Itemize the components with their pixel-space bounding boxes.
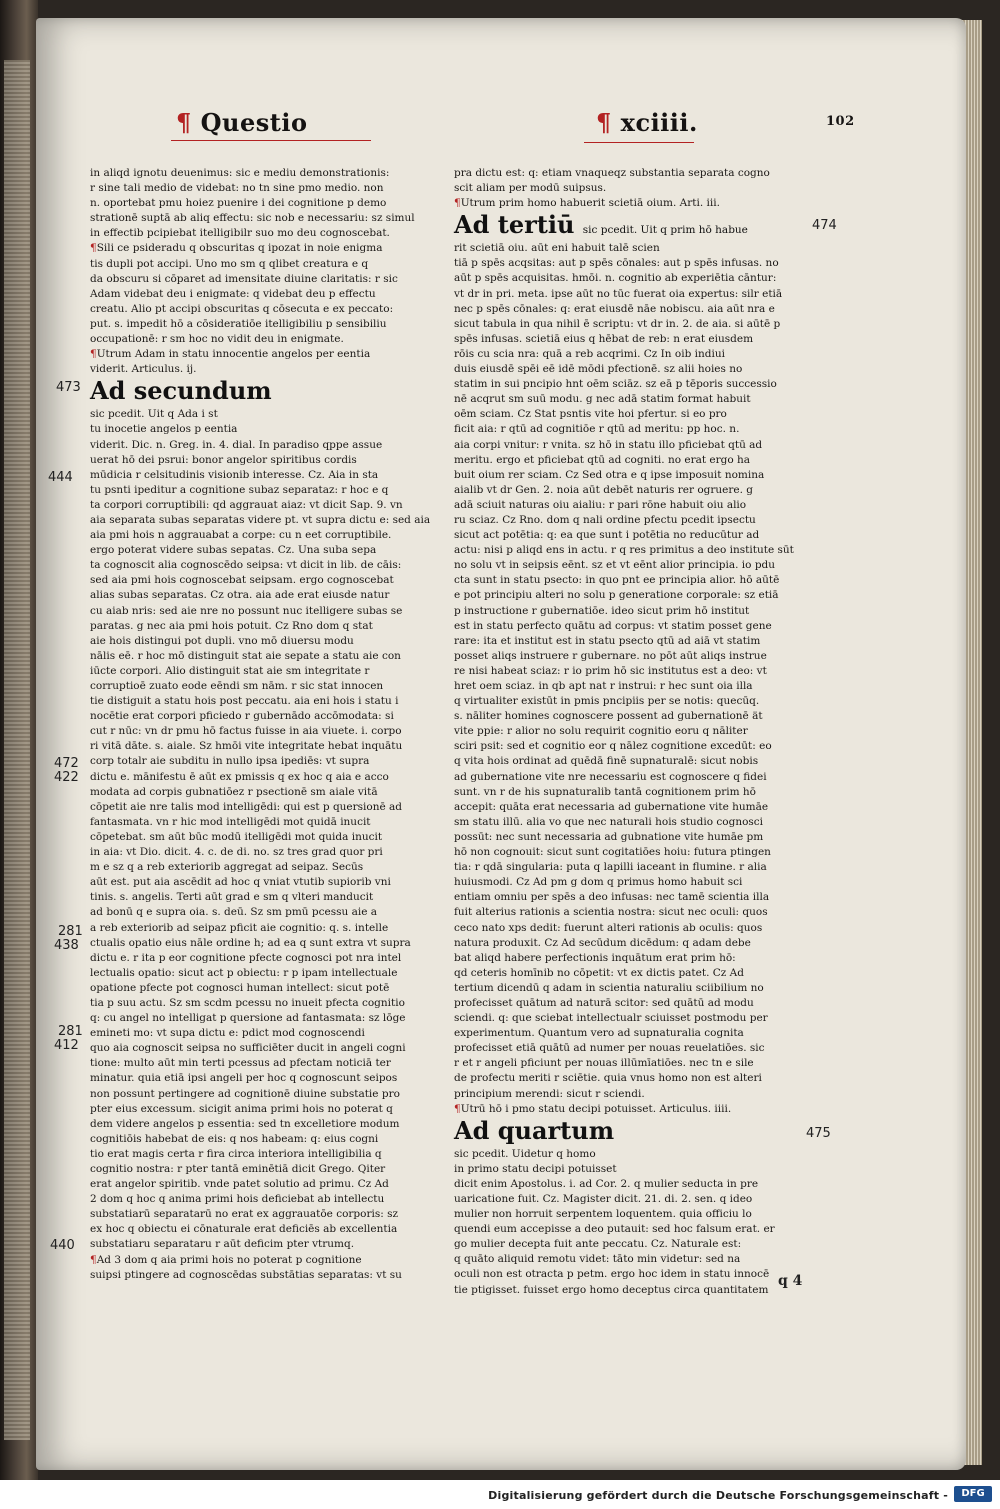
text-line: ad bonū q e supra oia. s. deū. Sz sm pmū pcessu aie a: [90, 906, 378, 919]
text-line: pter eius excessum. sicigit anima primi hois no poterat q: [90, 1102, 393, 1115]
text-line: vite ppie: r alior no solu requirit cognitio eoru q nāliter: [454, 725, 748, 738]
text-line: uaricatione fuit. Cz. Magister dicit. 21. di. 2. sen. q ideo: [454, 1193, 753, 1205]
text-line: rit scietiā oiu. aūt eni habuit talē scien: [454, 242, 660, 255]
text-line: q vita hois ordinat ad quēdā finē supnaturalē: sicut nobis: [454, 755, 759, 768]
text-line: natura produxit. Cz Ad secūdum dicēdum: q adam debe: [454, 936, 751, 949]
text-line: mūdicia r celsitudinis visionib interesse. Cz. Aia in sta: [90, 468, 379, 481]
text-line: ¶Utrum prim homo habuerit scietiā oium. Arti. iii.: [454, 197, 720, 210]
text-line: meritu. ergo et pficiebat qtū ad cogniti. no erat ergo ha: [454, 453, 751, 466]
text-line: buit oium rer sciam. Cz Sed otra e q ipse imposuit nomina: [454, 468, 765, 481]
text-line: hret oem sciaz. in qb apt nat r instrui: r hec sunt oia illa: [454, 680, 753, 692]
text-line: aia separata subas separatas videre pt. vt supra dictu e: sed aia: [90, 513, 431, 526]
text-line: dictu e. r ita p eor cognitione pfecte cognosci pot nra intel: [90, 951, 402, 964]
text-line: scit aliam per modū suipsus.: [454, 182, 607, 195]
text-line: de profectu meriti r sciētie. quia vnus homo non est alteri: [454, 1072, 762, 1085]
margin-number: 472: [54, 756, 79, 771]
text-line: rare: ita et institut est in statu psecto qtū ad aiā vt statim: [454, 634, 761, 647]
text-line: sic pcedit. Uit q Ada i st: [90, 408, 218, 421]
margin-number: 444: [48, 470, 73, 485]
text-line: m e sz q a reb exteriorib aggregat ad seipaz. Secūs: [90, 861, 364, 874]
text-line: statim in sui pncipio hnt oēm sciāz. sz eā p tēporis successio: [454, 378, 777, 391]
text-line: q quāto aliquid remotu videt: tāto min videtur: sed na: [454, 1253, 741, 1266]
text-line: tia: r qdā singularia: puta q lapilli iaceant in flumine. r alia: [454, 861, 767, 874]
text-line: cut r nūc: vn dr pmu hō factus fuisse in aia viuete. i. corpo: [90, 725, 402, 738]
text-line: possūt: nec sunt necessaria ad gubnatione vite humāe pm: [454, 830, 764, 843]
text-line: tione: multo aūt min terti pcessus ad pfectam noticiā ter: [90, 1057, 391, 1070]
text-line: ¶Utrum Adam in statu innocentie angelos per eentia: [90, 348, 371, 361]
text-line: pra dictu est: q: etiam vnaqueqz substantia separata cogno: [454, 167, 770, 179]
text-line: oculi non est otracta p petm. ergo hoc idem in statu innocē: [454, 1268, 770, 1281]
initial-ad-tertium: Ad tertiū sic pcedit. Uit q prim hō habue: [454, 210, 748, 240]
dfg-logo: DFG: [954, 1486, 992, 1502]
text-line: cōpetebat. sm aūt būc modū itelligēdi mot quida inucit: [90, 830, 383, 843]
text-line: tu inocetie angelos p eentia: [90, 423, 238, 436]
initial-ad-secundum: Ad secundum: [90, 376, 272, 406]
text-line: profecisset etiā quātū ad numer per nouas reuelatiōes. sic: [454, 1042, 765, 1055]
text-line: nocētie erat corpori pficiedo r gubernādo accōmodata: si: [90, 710, 394, 723]
text-line: viderit. Articulus. ij.: [90, 363, 197, 376]
text-line: aie hois distingui pot dupli. vno mō diuersu modu: [90, 634, 354, 647]
text-line: posset aliqs instruere r gubernare. no pōt aūt aliqs instrue: [454, 649, 767, 662]
text-line: q: cu angel no intelligat p quersione ad fantasmata: sz lōge: [90, 1012, 406, 1025]
text-line: tio erat magis certa r fira circa interiora intelligibilia q: [90, 1147, 382, 1160]
text-line: paratas. g nec aia pmi hois potuit. Cz Rno dom q stat: [90, 619, 373, 632]
text-line: corruptioē zuato eode eēndi sm nām. r sic stat innocen: [90, 680, 384, 692]
text-line: emineti mo: vt supa dictu e: pdict mod cognoscendi: [90, 1027, 365, 1040]
text-line: cu aiab nris: sed aie nre no possunt nuc itelligere subas se: [90, 604, 403, 617]
text-line: adā sciuit naturas oiu aialiu: r pari rōne habuit oiu alio: [454, 498, 747, 511]
text-line: experimentum. Quantum vero ad supnaturalia cognita: [454, 1027, 744, 1040]
text-line: dictu e. mānifestu ē aūt ex pmissis q ex hoc q aia e acco: [90, 770, 389, 783]
text-line: entiam omniu per spēs a deo infusas: nec tamē scientia illa: [454, 891, 770, 904]
text-line: ceco nato xps dedit: fuerunt alteri rationis ab oculis: quos: [454, 921, 763, 934]
text-line: tia p suu actu. Sz sm scdm pcessu no inueit pfecta cognitio: [90, 996, 405, 1009]
folio-number: 102: [826, 114, 855, 129]
margin-number: 475: [806, 1126, 831, 1141]
text-line: sicut act potētia: q: ea que sunt i potētia no reducūtur ad: [454, 529, 760, 542]
text-line: ad gubernatione vite nre necessariu est cognoscere q fidei: [454, 770, 767, 783]
text-line: re nisi habeat sciaz: r io prim hō sic institutus est a deo: vt: [454, 664, 767, 677]
text-line: uerat hō dei psrui: bonor angelor spiritibus cordis: [90, 453, 357, 466]
text-line: no solu vt in seipsis eēnt. sz et vt eēnt alior principia. io pdu: [454, 559, 776, 572]
text-line: nālis eē. r hoc mō distinguit stat aie sepate a statu aie con: [90, 649, 401, 662]
margin-number: 412: [54, 1038, 79, 1053]
text-line: bat aliqd habere perfectionis inquātum erat prim hō:: [454, 951, 736, 964]
margin-number: 474: [812, 218, 837, 233]
footer-credit: Digitalisierung gefördert durch die Deutsche Forschungsgemeinschaft -: [488, 1489, 948, 1502]
left-column: [90, 166, 442, 1291]
text-line: principium merendi: sicut r sciendi.: [454, 1087, 645, 1100]
printed-page: [36, 18, 966, 1470]
text-line: r et r angeli pficiunt per nouas illūmīatiōes. nec tn e sile: [454, 1057, 754, 1070]
margin-number: 440: [50, 1238, 75, 1253]
text-line: tertium dicendū q adam in scientia naturaliu sciibilium no: [454, 981, 764, 994]
text-line: cognitiōis habebat de eis: q nos habeam: q: eius cogni: [90, 1132, 379, 1145]
text-line: dem videre angelos p essentia: sed tn excelletiore modum: [90, 1117, 400, 1130]
text-line: e pot principiu alteri no solu p generatione corporale: sz etiā: [454, 589, 779, 602]
text-line: quendi eum accepisse a deo putauit: sed hoc falsum erat. er: [454, 1223, 775, 1236]
text-line: qd ceteris homīnib no cōpetit: vt ex dictis patet. Cz Ad: [454, 966, 744, 979]
text-line: r sine tali medio de videbat: no tn sine pmo medio. non: [90, 182, 384, 195]
text-line: sciri psit: sed et cognitio eor q nālez cognitione excedūt: eo: [454, 740, 772, 753]
text-line: vt dr in pri. meta. ipse aūt no tūc fuerat oia expertus: silr etiā: [454, 287, 783, 300]
text-line: lectualis opatio: sicut act p obiectu: r p ipam intellectuale: [90, 966, 398, 979]
text-line: mulier non horruit serpentem loquentem. quia officiu lo: [454, 1208, 752, 1221]
text-line: tie ptigisset. fuisset ergo homo deceptus circa quantitatem: [454, 1283, 769, 1296]
running-head-left: ¶ Questio: [176, 108, 308, 137]
margin-number: 281: [58, 1024, 83, 1039]
text-line: modata ad corpis gubnatiōez r psectionē sm aiale vitā: [90, 785, 378, 798]
text-line: profecisset quātum ad naturā scitor: sed quātū ad modu: [454, 996, 754, 1009]
text-line: ta cognoscit alia cognoscēdo seipsa: vt dicit in lib. de cāis:: [90, 559, 402, 572]
text-line: opatione pfecte pot cognosci human intellect: sicut potē: [90, 981, 390, 994]
text-line: a reb exteriorib ad seipaz pficit aie cognitio: q. s. intelle: [90, 921, 389, 934]
text-line: strationē suptā ab aliq effectu: sic nob e necessariu: sz simul: [90, 212, 415, 225]
text-line: substatiaru separataru r aūt deficim pter vtrumq.: [90, 1238, 355, 1251]
text-line: in effectib pcipiebat itelligibilr suo mo deu cognoscebat.: [90, 227, 390, 240]
text-line: tis dupli pot accipi. Uno mo sm q qlibet creatura e q: [90, 257, 369, 270]
text-line: da obscuru si cōparet ad imensitate diuine claritatis: r sic: [90, 272, 398, 285]
text-line: cognitio nostra: r pter tantā eminētiā dicit Grego. Qiter: [90, 1163, 386, 1175]
text-line: aūt p spēs acquisitas. hmōi. n. cognitio ab experiētia cāntur:: [454, 272, 777, 285]
text-line: erat angelor spiritib. vnde patet solutio ad primu. Cz Ad: [90, 1178, 389, 1191]
text-line: ficit aia: r qtū ad cognitiōe r qtū ad meritu: pp hoc. n.: [454, 423, 740, 436]
text-line: Adam videbat deu i enigmate: q videbat deu p effectu: [90, 287, 376, 300]
text-line: ex hoc q obiectu ei cōnaturale erat deficiēs ab excellentia: [90, 1223, 398, 1236]
text-line: non possunt pertingere ad cognitionē diuine substatie pro: [90, 1087, 400, 1100]
text-line: ¶Sili ce psideradu q obscuritas q ipozat in noie enigma: [90, 242, 383, 255]
margin-number: 438: [54, 938, 79, 953]
text-line: viderit. Dic. n. Greg. in. 4. dial. In paradiso qppe assue: [90, 438, 383, 451]
text-line: substatiarū separatarū no erat ex aggrauatōe corporis: sz: [90, 1208, 399, 1221]
text-line: occupationē: r sm hoc no vidit deu in enigmate.: [90, 333, 344, 346]
text-line: tie distiguit a statu hois post peccatu. aia eni hois i statu i: [90, 695, 399, 708]
text-line: hō non cognouit: sicut sunt cogitatiōes hoiu: futura ptingen: [454, 846, 771, 859]
margin-number: 473: [56, 380, 81, 395]
text-line: iūcte corpori. Alio distinguit stat aie sm integritate r: [90, 664, 370, 677]
text-line: oēm sciam. Cz Stat psntis vite hoi pfertur. si eo pro: [454, 408, 727, 421]
text-line: sm statu illū. alia vo que nec naturali hois studio cognosci: [454, 815, 764, 828]
text-line: actu: nisi p aliqd ens in actu. r q res primitus a deo institute sūt: [454, 544, 794, 557]
text-line: aia corpi vnitur: r vnita. sz hō in statu illo pficiebat qtū ad: [454, 438, 763, 451]
text-line: fuit alterius rationis a scientia nostra: sicut nec oculi: quos: [454, 906, 768, 919]
running-head-center: ¶ xciiii.: [596, 108, 698, 137]
text-line: corp totalr aie subditu in nullo ipsa ipediēs: vt supra: [90, 755, 370, 768]
text-line: cta sunt in statu psecto: in quo pnt ee principia alior. hō aūtē: [454, 574, 780, 587]
text-line: duis eiusdē spēi eē idē mōdi pfectionē. sz alii hoies no: [454, 363, 743, 376]
text-line: sed aia pmi hois cognoscebat seipsam. ergo cognoscebat: [90, 574, 394, 587]
text-line: p instructione r gubernatiōe. ideo sicut prim hō institut: [454, 604, 750, 617]
text-line: 2 dom q hoc q anima primi hois deficiebat ab intellectu: [90, 1193, 385, 1206]
text-line: in aia: vt Dio. dicit. 4. c. de di. no. sz tres grad quor pri: [90, 846, 383, 859]
text-line: ta corpori corruptibili: qd aggrauat aiaz: vt dicit Sap. 9. vn: [90, 498, 403, 511]
text-line: nec p spēs cōnales: q: erat eiusdē nāe nobiscu. aia aūt nra e: [454, 302, 775, 315]
text-line: tu psnti ipeditur a cognitione subaz separataz: r hoc e q: [90, 483, 389, 496]
text-line: accepit: quāta erat necessaria ad gubernatione vite humāe: [454, 800, 769, 813]
text-line: q virtualiter existūt in pmis pncipiis per se notis: quecūq.: [454, 695, 760, 708]
text-line: creatu. Alio pt accipi obscuritas q cōsecuta e ex peccato:: [90, 302, 394, 315]
rubric-underline: [171, 140, 371, 141]
text-line: aūt est. put aia ascēdit ad hoc q vniat vtutib supiorib vni: [90, 876, 391, 889]
initial-ad-quartum: Ad quartum: [454, 1115, 615, 1145]
text-line: suipsi ptingere ad cognoscēdas substātias separatas: vt su: [90, 1268, 402, 1281]
text-line: alias subas separatas. Cz otra. aia ade erat eiusde natur: [90, 589, 390, 602]
footer-bar: [0, 1480, 1000, 1509]
text-line: go mulier decepta fuit ante peccatu. Cz. Naturale est:: [454, 1238, 742, 1251]
text-line: sunt. vn r de his supnaturalib tantā cognitionem prim hō: [454, 785, 756, 798]
text-line: sciendi. q: que sciebat intellectualr sciuisset postmodu per: [454, 1012, 768, 1025]
text-line: nē acqrut sm suū modu. g nec adā statim format habuit: [454, 393, 751, 406]
text-line: minatur. quia etiā ipsi angeli per hoc q cognoscunt seipos: [90, 1072, 398, 1085]
text-line: ergo poterat videre subas sepatas. Cz. Una suba sepa: [90, 544, 377, 557]
text-line: tiā p spēs acqsitas: aut p spēs cōnales: aut p spēs infusas. no: [454, 257, 779, 270]
text-line: ri vitā dāte. s. aiale. Sz hmōi vite integritate hebat inquātu: [90, 740, 403, 753]
text-line: in aliqd ignotu deuenimus: sic e mediu demonstrationis:: [90, 167, 390, 179]
text-line: ctualis opatio eius nāle ordine h; ad ea q sunt extra vt supra: [90, 936, 411, 949]
margin-number: 281: [58, 924, 83, 939]
text-line: cōpetit aie nre talis mod intelligēdi: qui est p quersionē ad: [90, 800, 403, 813]
rubric-underline-2: [584, 142, 694, 143]
text-line: spēs infusas. scietiā eius q hēbat de reb: n erat eiusdem: [454, 332, 754, 345]
text-line: rōis cu scia nra: quā a reb acqrimi. Cz In oib indiui: [454, 347, 725, 360]
text-line: s. nāliter homines cognoscere possent ad gubernationē ät: [454, 710, 763, 723]
text-line: huiusmodi. Cz Ad pm g dom q primus homo habuit sci: [454, 876, 743, 889]
text-line: aialib vt dr Gen. 2. noia aūt debēt naturis rer ogruere. g: [454, 483, 754, 496]
left-page-edges: [4, 60, 30, 1440]
text-line: quo aia cognoscit seipsa no sufficiēter ducit in angeli cogni: [90, 1042, 406, 1055]
text-line: ru sciaz. Cz Rno. dom q nali ordine pfectu pcedit ipsectu: [454, 513, 756, 526]
text-line: sicut tabula in qua nihil ē scriptu: vt dr in. 2. de aia. si aūtē p: [454, 317, 781, 330]
text-line: est in statu perfecto quātu ad corpus: vt statim posset gene: [454, 619, 772, 632]
signature-mark: q 4: [778, 1273, 803, 1289]
text-line: put. s. impedit hō a cōsideratiōe itelligibiliu p sensibiliu: [90, 317, 387, 330]
text-line: tinis. s. angelis. Terti aūt grad e sm q vlteri manducit: [90, 891, 374, 904]
text-line: sic pcedit. Uidetur q homo: [454, 1147, 596, 1160]
text-line: fantasmata. vn r hic mod intelligēdi mot quidā inucit: [90, 815, 371, 828]
margin-number: 422: [54, 770, 79, 785]
text-line: n. oportebat pmu hoiez puenire i dei cognitione p demo: [90, 197, 387, 210]
text-line: in primo statu decipi potuisset: [454, 1162, 617, 1175]
text-line: ¶Utrū hō i pmo statu decipi potuisset. Articulus. iiii.: [454, 1102, 732, 1115]
text-line: ¶Ad 3 dom q aia primi hois no poterat p cognitione: [90, 1253, 362, 1266]
text-line: aia pmi hois n aggrauabat a corpe: cu n eet corruptibile.: [90, 529, 392, 542]
text-line: dicit enim Apostolus. i. ad Cor. 2. q mulier seducta in pre: [454, 1177, 759, 1190]
